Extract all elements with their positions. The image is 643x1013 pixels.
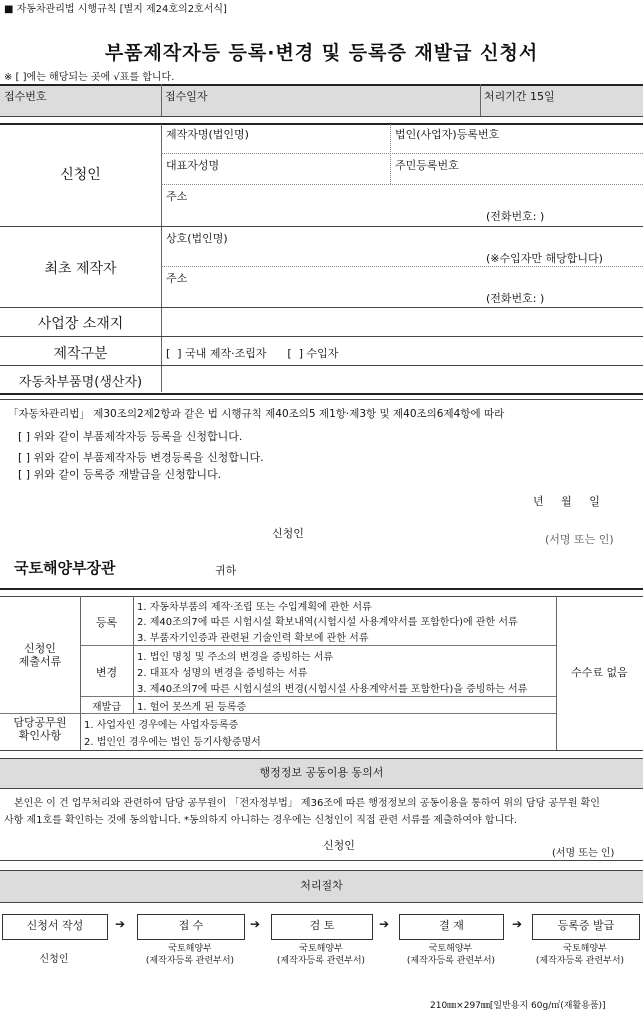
arrow-icon: ➔ xyxy=(115,917,126,931)
declaration-intro: 「자동차관리법」 제30조의2제2항과 같은 법 시행규칙 제40조의5 제1항·제3항 및 제40조의6제4항에 따라 xyxy=(8,408,505,420)
fee-text: 수수료 없음 xyxy=(571,666,628,679)
step-application: 신청서 작성 xyxy=(2,914,108,940)
step-approval: 결 재 xyxy=(399,914,504,940)
change-doc-1: 1. 법인 명칭 및 주소의 변경을 증빙하는 서류 xyxy=(137,652,334,663)
step-application-actor: 신청인 xyxy=(39,954,69,965)
consent-body-2: 사항 제1호를 확인하는 것에 동의합니다. *동의하지 아니하는 경우에는 신청인이 직접 관련 서류를 제출하여야 합니다. xyxy=(4,815,518,826)
workplace-label: 사업장 소재지 xyxy=(37,316,124,332)
representative-name-field[interactable]: 대표자성명 xyxy=(166,159,220,172)
change-label: 변경 xyxy=(95,666,118,679)
official-check-2: 2. 법인인 경우에는 법인 등기사항증명서 xyxy=(84,737,261,748)
processing-period-label: 처리기간 15일 xyxy=(484,90,555,103)
registration-label: 등록 xyxy=(95,616,118,629)
paper-spec-footer: 210㎜×297㎜[일반용지 60g/㎡(재활용품)] xyxy=(430,1001,606,1011)
declaration-applicant-label: 신청인 xyxy=(272,527,304,540)
applicant-section-label: 신청인 xyxy=(60,167,101,183)
step-issue-dept: (제작자등록 관련부서) xyxy=(535,956,625,966)
registration-doc-3: 3. 부품자기인증과 관련된 기술인력 확보에 관한 서류 xyxy=(137,633,369,644)
procedure-title: 처리절차 xyxy=(0,870,643,902)
step-review-dept: (제작자등록 관련부서) xyxy=(276,956,366,966)
registration-doc-2: 2. 제40조의7에 따른 시험시설 확보내역(시험시설 사용계약서를 포함한다)에 관한 서류 xyxy=(137,617,518,628)
consent-body-1: 본인은 이 건 업무처리와 관련하여 담당 공무원이 「전자정부법」 제36조에 따른 행정정보의 공동이용을 통하여 위의 담당 공무원 확인 xyxy=(14,798,600,809)
reissue-doc-1: 1. 헐어 못쓰게 된 등록증 xyxy=(137,702,247,713)
production-type-label: 제작구분 xyxy=(53,346,108,362)
step-approval-dept: (제작자등록 관련부서) xyxy=(406,956,496,966)
maker-name-field[interactable]: 제작자명(법인명) xyxy=(166,128,249,141)
declaration-register-check[interactable]: [ ] 위와 같이 부품제작자등 등록을 신청합니다. xyxy=(18,430,243,443)
parts-name-field[interactable] xyxy=(162,366,642,392)
official-check-label: 담당공무원 확인사항 xyxy=(13,716,67,742)
arrow-icon: ➔ xyxy=(512,917,523,931)
arrow-icon: ➔ xyxy=(250,917,261,931)
step-approval-actor: 국토해양부 xyxy=(428,944,473,954)
reissue-label: 재발급 xyxy=(92,702,121,713)
original-maker-section-label: 최초 제작자 xyxy=(44,261,117,277)
law-reference: ■ 자동차관리법 시행규칙 [별지 제24호의2호서식] xyxy=(4,4,227,15)
consent-title: 행정정보 공동이용 동의서 xyxy=(0,758,643,788)
step-review-actor: 국토해양부 xyxy=(299,944,343,954)
official-check-1: 1. 사업자인 경우에는 사업자등록증 xyxy=(84,720,239,731)
declaration-change-check[interactable]: [ ] 위와 같이 부품제작자등 변경등록을 신청합니다. xyxy=(18,451,264,464)
workplace-field[interactable] xyxy=(162,308,642,335)
step-issue: 등록증 발급 xyxy=(532,914,640,940)
step-receipt: 접 수 xyxy=(137,914,245,940)
production-type-options[interactable]: [ ] 국내 제작·조립자 [ ] 수입자 xyxy=(166,347,339,360)
addressee: 국토해양부장관 xyxy=(14,559,116,577)
corp-registration-no-field[interactable]: 법인(사업자)등록번호 xyxy=(395,128,500,141)
registration-doc-1: 1. 자동차부품의 제작·조립 또는 수입계획에 관한 서류 xyxy=(137,602,372,613)
step-receipt-actor: 국토해양부 xyxy=(168,944,212,954)
receipt-date-label: 접수일자 xyxy=(165,90,208,103)
applicant-phone-field[interactable]: (전화번호: ) xyxy=(486,210,545,223)
page-title: 부품제작자등 등록·변경 및 등록증 재발급 신청서 xyxy=(104,42,539,64)
original-maker-address-field[interactable]: 주소 xyxy=(166,272,188,285)
trade-name-field[interactable]: 상호(법인명) xyxy=(166,232,228,245)
honorific: 귀하 xyxy=(215,564,237,577)
declaration-date[interactable]: 년 월 일 xyxy=(533,495,600,508)
submit-docs-label: 신청인 제출서류 xyxy=(18,642,62,668)
declaration-sign-label[interactable]: (서명 또는 인) xyxy=(545,533,614,546)
consent-sign-label[interactable]: (서명 또는 인) xyxy=(552,848,615,859)
original-maker-phone-field[interactable]: (전화번호: ) xyxy=(486,292,545,305)
step-review: 검 토 xyxy=(271,914,373,940)
receipt-number-label: 접수번호 xyxy=(4,90,47,103)
applicant-address-field[interactable]: 주소 xyxy=(166,190,188,203)
declaration-reissue-check[interactable]: [ ] 위와 같이 등록증 재발급을 신청합니다. xyxy=(18,468,222,481)
change-doc-2: 2. 대표자 성명의 변경을 증빙하는 서류 xyxy=(137,668,308,679)
parts-name-label: 자동차부품명(생산자) xyxy=(18,375,143,390)
consent-applicant-label: 신청인 xyxy=(323,839,355,852)
importer-only-note: (※수입자만 해당합니다) xyxy=(486,252,603,265)
resident-no-field[interactable]: 주민등록번호 xyxy=(395,159,459,172)
step-issue-actor: 국토해양부 xyxy=(563,944,607,954)
arrow-icon: ➔ xyxy=(379,917,390,931)
step-receipt-dept: (제작자등록 관련부서) xyxy=(145,956,235,966)
check-note: ※ [ ]에는 해당되는 곳에 √표를 합니다. xyxy=(4,72,175,83)
change-doc-3: 3. 제40조의7에 따른 시험시설의 변경(시험시설 사용계약서를 포함한다)을 증빙하는 서류 xyxy=(137,684,528,695)
